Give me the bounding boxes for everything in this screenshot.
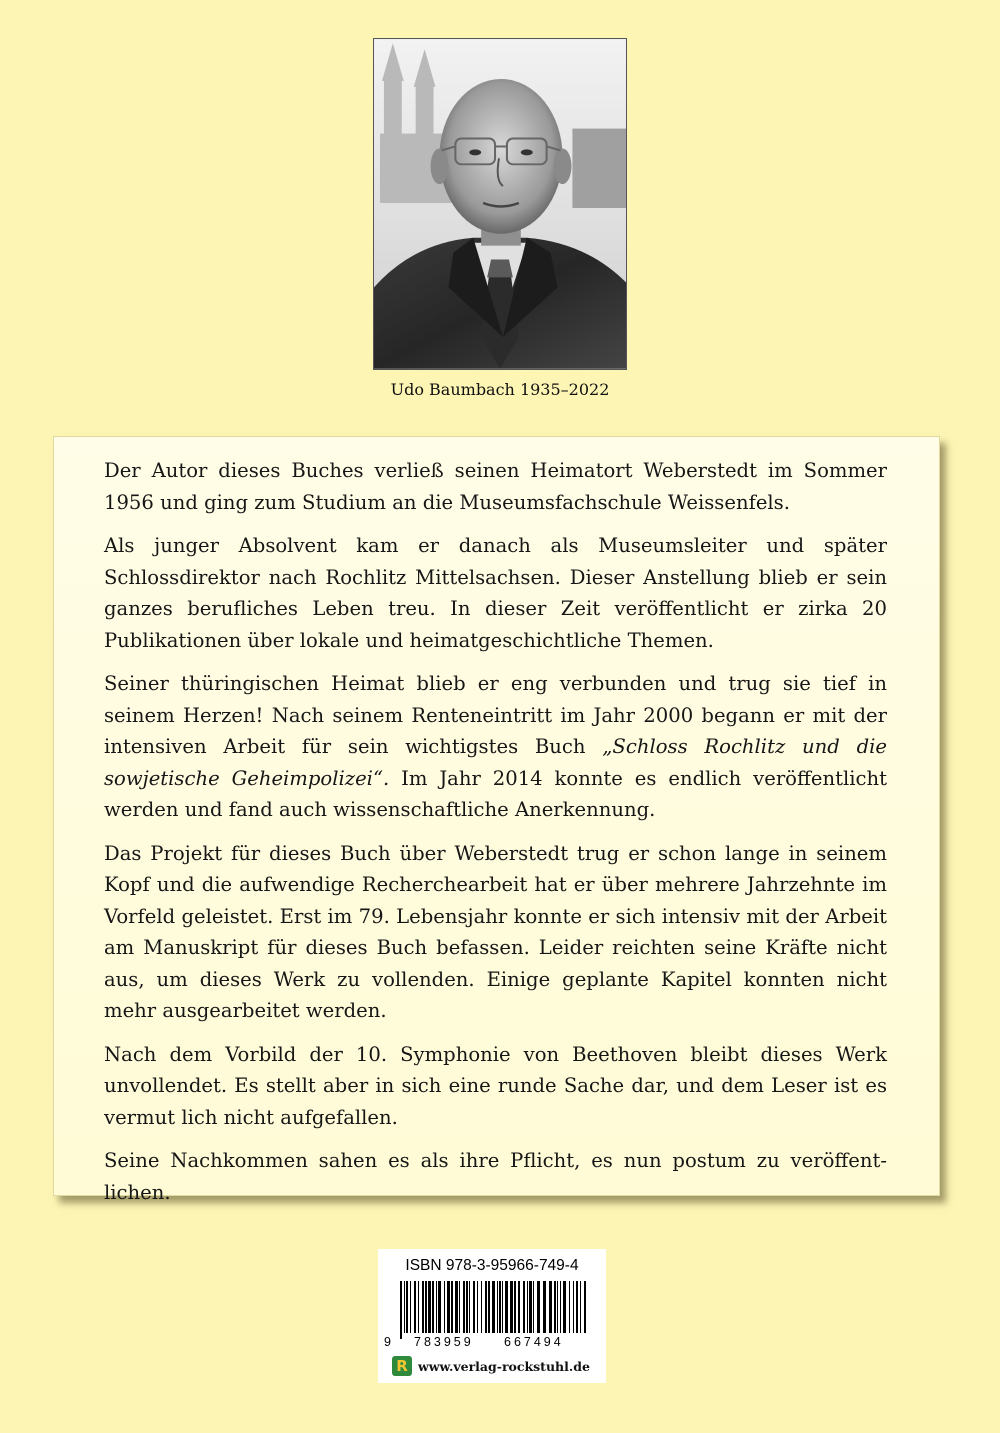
isbn-barcode-box — [378, 1249, 606, 1383]
barcode-bar — [497, 1281, 498, 1333]
publisher-url[interactable]: www.verlag-rockstuhl.de — [418, 1358, 590, 1374]
barcode-bar — [533, 1281, 534, 1333]
bio-paragraph-5: Nach dem Vorbild der 10. Symphonie von Beethoven bleibt dieses Werk unvollendet. Es stellt aber in sich eine runde Sache dar, und dem Leser ist es vermut lich nicht aufgefallen. — [104, 1042, 887, 1129]
barcode-bar — [518, 1281, 520, 1333]
barcode-bar — [492, 1281, 495, 1333]
barcode-bar — [404, 1281, 405, 1333]
barcode-bar — [554, 1281, 556, 1333]
barcode-bar — [502, 1281, 503, 1333]
biography-box — [53, 436, 940, 1204]
bio-paragraph-2: Als junger Absolvent kam er danach als Museumsleiter und später Schlossdirektor nach Rochlitz Mittelsachsen. Dieser Anstellung blieb er sein ganzes berufliches Leben treu. In dieser Zeit veröffentlicht er zirka 20 Publikationen über lokale und heimatgeschichtliche Themen. — [104, 534, 887, 652]
barcode-bar — [481, 1281, 482, 1333]
barcode-bar — [473, 1281, 475, 1333]
bio-paragraph-1: Der Autor dieses Buches verließ seinen Heimatort Weberstedt im Sommer 1956 und ging zum Studium an die Museumsfachschule Weissenfels. — [104, 459, 887, 514]
book-title: „Schloss Rochlitz und die sowjetische Geheimpolizei“. — [104, 735, 887, 790]
barcode-bar — [557, 1281, 558, 1333]
barcode-bar — [549, 1281, 552, 1333]
barcode-bar — [447, 1281, 450, 1333]
barcode-bar — [444, 1281, 445, 1333]
author-portrait-image — [374, 39, 626, 369]
barcode-bar — [499, 1281, 501, 1333]
barcode-bar — [432, 1281, 434, 1333]
barcode-bar — [477, 1281, 478, 1333]
barcode-bar — [422, 1281, 424, 1333]
barcode-bar — [438, 1281, 441, 1333]
barcode-bar — [469, 1281, 470, 1333]
barcode-digits-right: 667494 — [504, 1335, 564, 1349]
barcode-bar — [459, 1281, 460, 1333]
barcode-bar — [527, 1281, 528, 1333]
author-photo — [373, 38, 627, 370]
barcode-bar — [410, 1281, 411, 1333]
barcode-bar — [560, 1281, 561, 1333]
barcode-bar — [463, 1281, 465, 1333]
barcode-bar — [505, 1281, 508, 1333]
publisher-logo-icon: R — [392, 1356, 412, 1376]
barcode-bar — [425, 1281, 427, 1333]
barcode-bar — [436, 1281, 437, 1333]
barcode-bar — [537, 1281, 540, 1333]
barcode-bar — [400, 1281, 402, 1339]
barcode-bar — [580, 1281, 581, 1333]
bio-paragraph-4: Das Projekt für dieses Buch über Weberstedt trug er schon lange in seinem Kopf und die aufwendige Recherchearbeit hat er über mehrere Jahrzehnte im Vorfeld geleistet. Erst im 79. Lebensjahr konnte er sich intensiv mit der Arbeit am Manuskript für dieses Buch befassen. Leider reichten seine Kräfte nicht aus, um dieses Werk zu vollenden. Einige geplante Kapitel konnten nicht mehr ausgearbeitet werden. — [104, 841, 887, 1022]
barcode-bar — [569, 1281, 570, 1333]
barcode-bar — [563, 1281, 566, 1333]
barcode-bar — [514, 1281, 516, 1333]
barcode-digits-left: 783959 — [414, 1335, 474, 1349]
barcode-bar — [414, 1281, 416, 1333]
barcode-bar — [573, 1281, 574, 1333]
photo-caption: Udo Baumbach 1935–2022 — [390, 380, 610, 399]
barcode-bar — [451, 1281, 453, 1333]
barcode-bar — [543, 1281, 546, 1333]
publisher — [392, 1355, 590, 1377]
barcode-bar — [510, 1281, 513, 1333]
barcode-image — [392, 1281, 592, 1339]
bio-paragraph-3-end: Im Jahr 2014 konnte es endlich veröffentlicht werden und fand auch wissenschaftliche Anerkennung. — [104, 766, 887, 821]
barcode-bar — [523, 1281, 525, 1333]
bio-paragraph-3-start: Seiner thüringischen Heimat blieb er eng verbunden und trug sie tief in seinem Herzen! Nach seinem Renteneintritt im Jahr 2000 begann er mit der intensiven Arbeit für sein wichtigstes Buch — [104, 672, 887, 758]
barcode-bar — [466, 1281, 468, 1333]
barcode-bar — [485, 1281, 487, 1333]
barcode-bar — [529, 1281, 532, 1333]
barcode-bar — [418, 1281, 419, 1333]
barcode-digit-first: 9 — [384, 1335, 391, 1349]
barcode-bar — [584, 1281, 586, 1333]
barcode-bar — [428, 1281, 431, 1333]
barcode-bar — [488, 1281, 490, 1333]
bio-paragraph-3 — [104, 668, 887, 826]
isbn-label: ISBN 978-3-95966-749-4 — [405, 1257, 579, 1274]
barcode-bar — [406, 1281, 408, 1333]
bio-paragraph-6: Seine Nachkommen sahen es als ihre Pflicht, es nun postum zu veröffentlichen. — [104, 1149, 887, 1204]
barcode-bar — [455, 1281, 458, 1333]
barcode-bar — [576, 1281, 578, 1333]
